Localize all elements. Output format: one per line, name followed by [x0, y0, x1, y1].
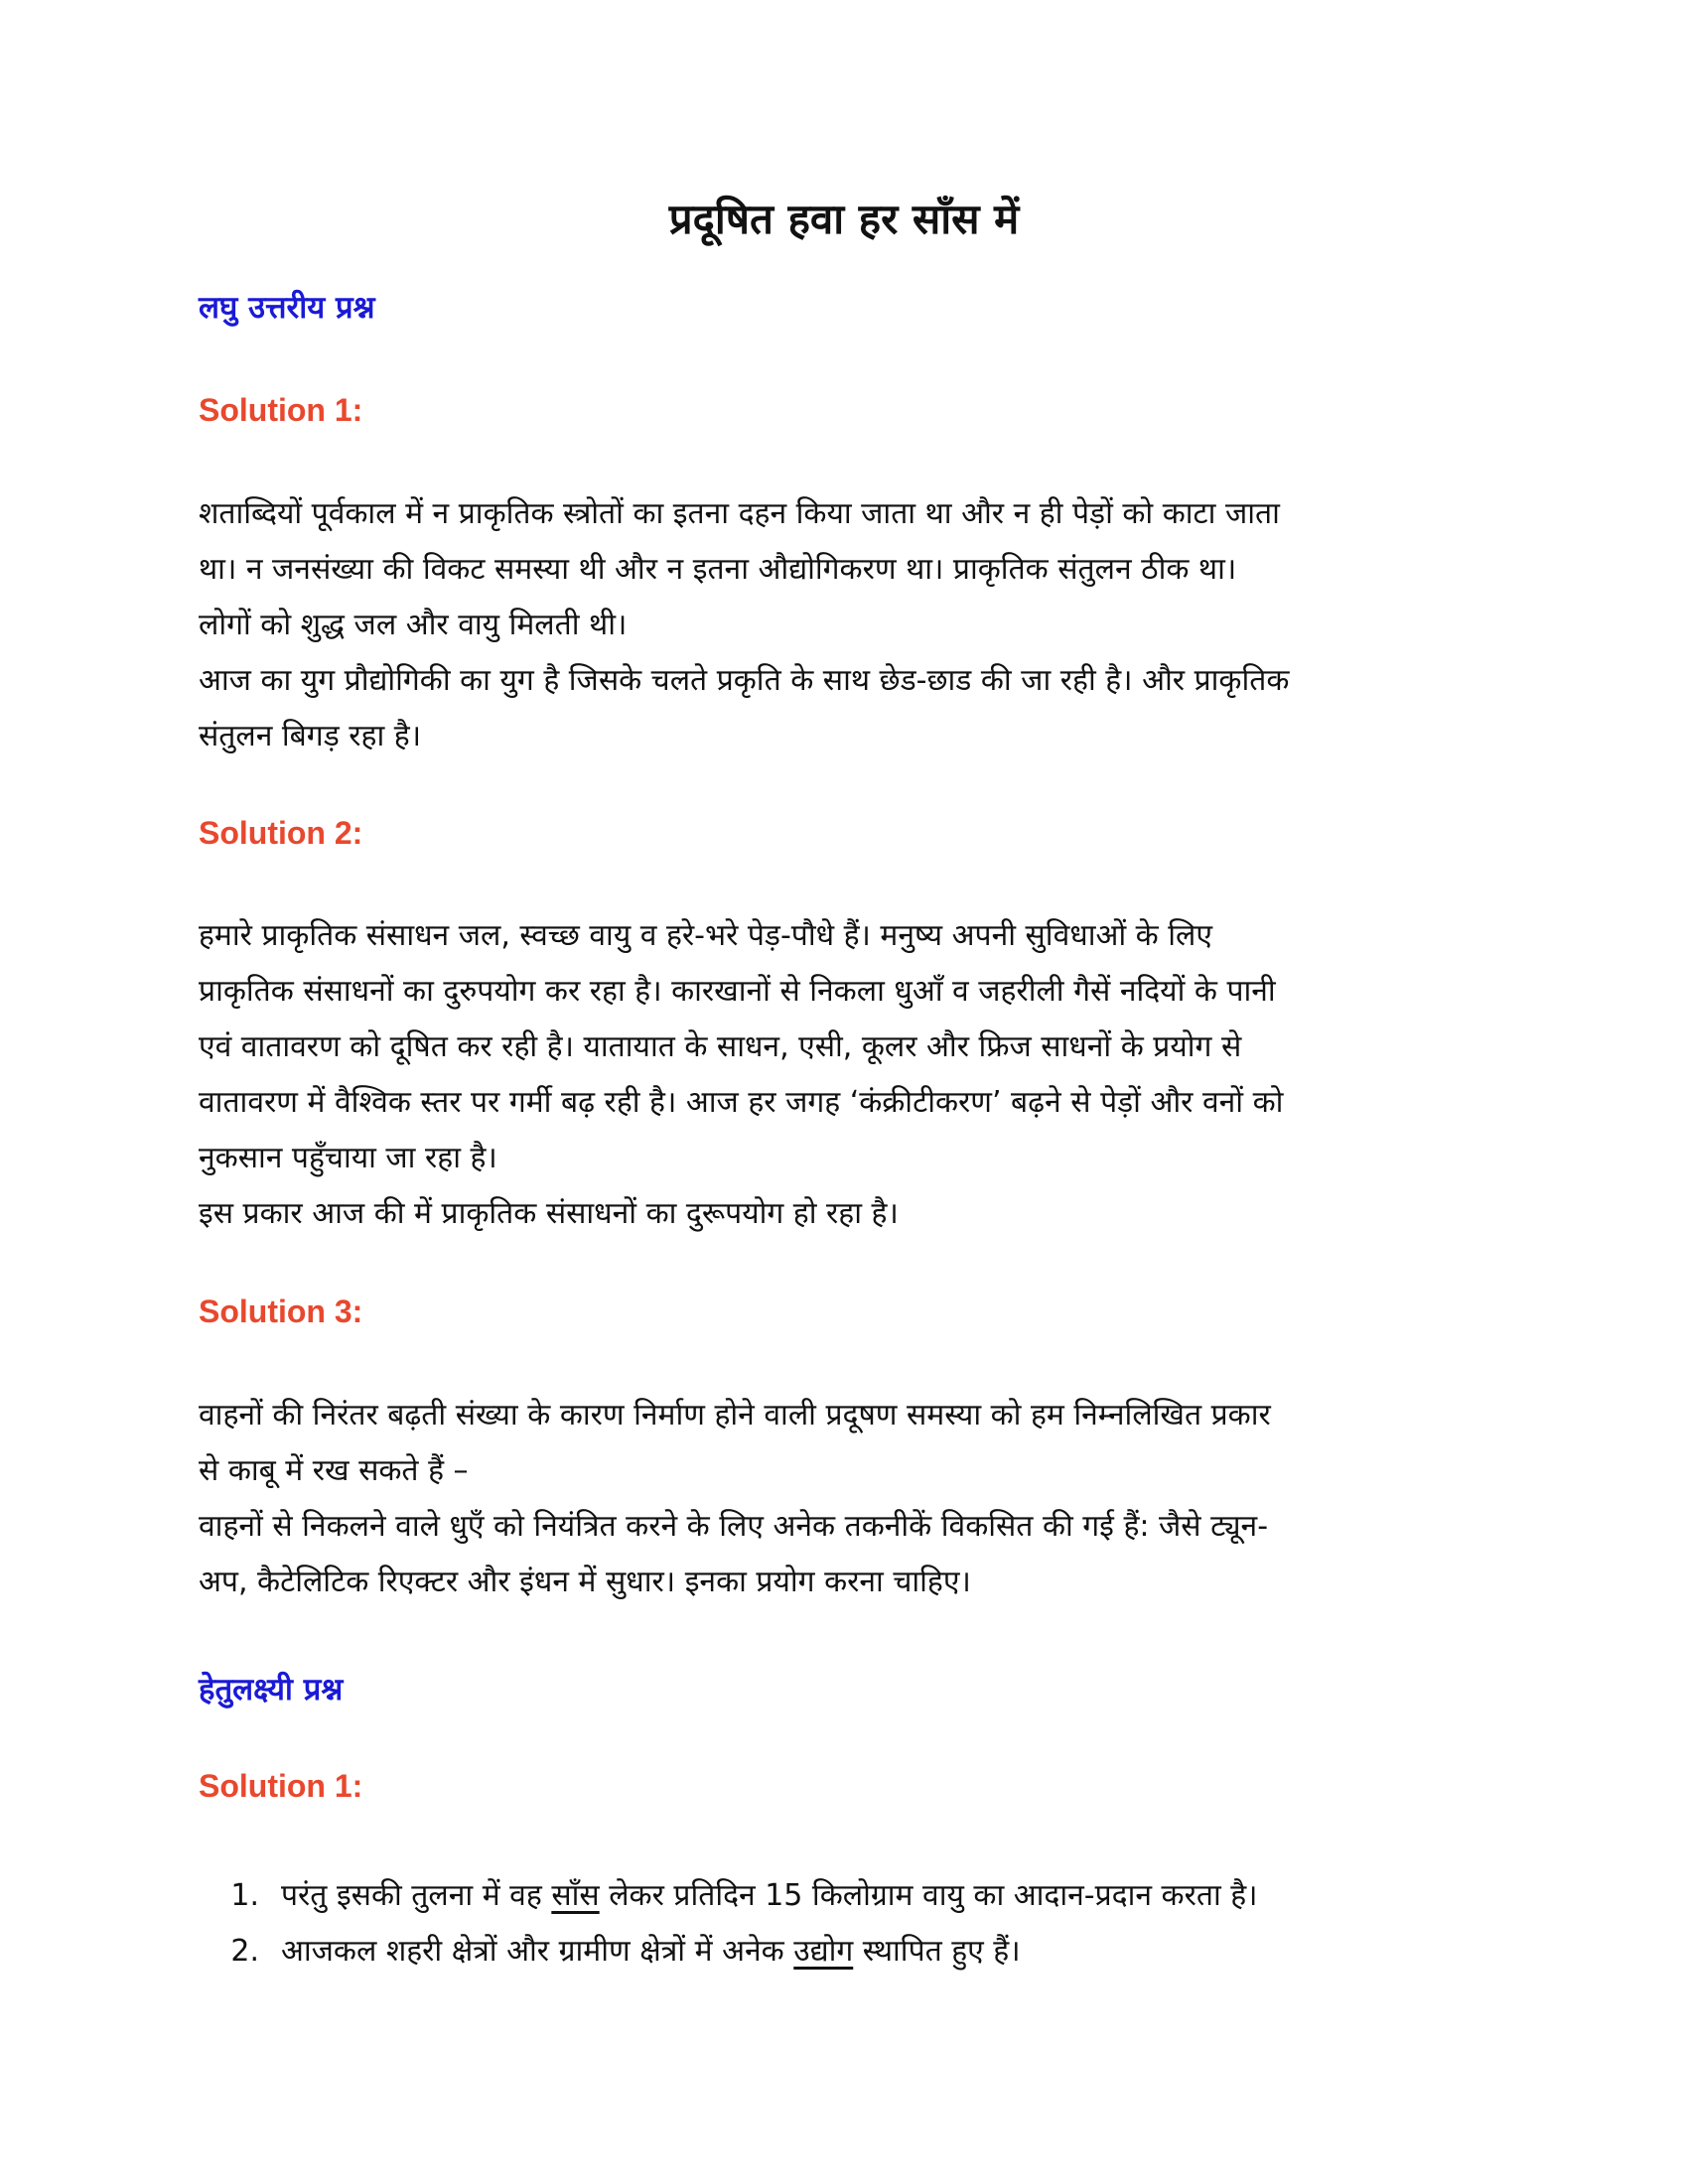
reasoning-solution-1-label: Solution 1:: [199, 1768, 363, 1804]
underlined-word: साँस: [551, 1878, 600, 1913]
list-item-text-before: परंतु इसकी तुलना में वह: [281, 1878, 552, 1913]
solution-1-line: था। न जनसंख्या की विकट समस्या थी और न इतना औद्योगिकरण था। प्राकृतिक संतुलन ठीक था।: [199, 552, 1237, 587]
solution-1-line: लोगों को शुद्ध जल और वायु मिलती थी।: [199, 608, 628, 642]
list-item-number: 1.: [230, 1878, 259, 1913]
solution-2-line: नुकसान पहुँचाया जा रहा है।: [199, 1141, 497, 1175]
answer-list: [199, 1868, 1489, 1979]
list-item-text-after: स्थापित हुए हैं।: [853, 1934, 1021, 1969]
solution-2-line: प्राकृतिक संसाधनों का दुरुपयोग कर रहा है। कारखानों से निकला धुआँ व जहरीली गैसें नदियों के पानी: [199, 974, 1276, 1009]
solution-1-label: Solution 1:: [199, 392, 363, 428]
solution-3-line: वाहनों से निकलने वाले धुएँ को नियंत्रित करने के लिए अनेक तकनीकें विकसित की गई हैं: जैसे ट्यून-: [199, 1509, 1269, 1544]
solution-1-line: संतुलन बिगड़ रहा है।: [199, 719, 422, 753]
solution-2-text: [199, 908, 1489, 1242]
list-item-text: [281, 1868, 1258, 1924]
solution-3-line: अप, कैटेलिटिक रिएक्टर और इंधन में सुधार। इनका प्रयोग करना चाहिए।: [199, 1565, 971, 1599]
solution-3-label: Solution 3:: [199, 1294, 363, 1329]
solution-3-line: से काबू में रख सकते हैं –: [199, 1453, 469, 1488]
list-item-text-before: आजकल शहरी क्षेत्रों और ग्रामीण क्षेत्रों में अनेक: [281, 1934, 794, 1969]
section-heading-reasoning: हेतुलक्ष्यी प्रश्न: [199, 1672, 344, 1707]
solution-2-line: इस प्रकार आज की में प्राकृतिक संसाधनों का दुरूपयोग हो रहा है।: [199, 1196, 899, 1231]
section-heading-short-answer: लघु उत्तरीय प्रश्न: [199, 290, 375, 326]
list-item: [199, 1924, 1489, 1979]
solution-1-text: [199, 486, 1489, 764]
solution-2-line: हमारे प्राकृतिक संसाधन जल, स्वच्छ वायु व हरे-भरे पेड़-पौधे हैं। मनुष्य अपनी सुविधाओं के लिए: [199, 918, 1212, 953]
list-item-number: 2.: [230, 1934, 259, 1969]
solution-2-line: वातावरण में वैश्विक स्तर पर गर्मी बढ़ रही है। आज हर जगह ‘कंक्रीटीकरण’ बढ़ने से पेड़ों और वनों को: [199, 1085, 1284, 1120]
page-title: प्रदूषित हवा हर साँस में: [668, 195, 1020, 243]
list-item-text: [281, 1924, 1021, 1979]
solution-3-text: [199, 1388, 1489, 1610]
solution-3-line: वाहनों की निरंतर बढ़ती संख्या के कारण निर्माण होने वाली प्रदूषण समस्या को हम निम्नलिखित प्रकार: [199, 1398, 1271, 1433]
solution-1-line: शताब्दियों पूर्वकाल में न प्राकृतिक स्त्रोतों का इतना दहन किया जाता था और न ही पेड़ों को काटा जाता: [199, 496, 1280, 531]
list-item-text-after: लेकर प्रतिदिन 15 किलोग्राम वायु का आदान-प्रदान करता है।: [599, 1878, 1258, 1913]
list-item: [199, 1868, 1489, 1924]
solution-2-label: Solution 2:: [199, 815, 363, 851]
underlined-word: उद्योग: [793, 1934, 854, 1969]
solution-2-line: एवं वातावरण को दूषित कर रही है। यातायात के साधन, एसी, कूलर और फ्रिज साधनों के प्रयोग से: [199, 1029, 1242, 1064]
solution-1-line: आज का युग प्रौद्योगिकी का युग है जिसके चलते प्रकृति के साथ छेड-छाड की जा रही है। और प्राकृतिक: [199, 663, 1290, 698]
